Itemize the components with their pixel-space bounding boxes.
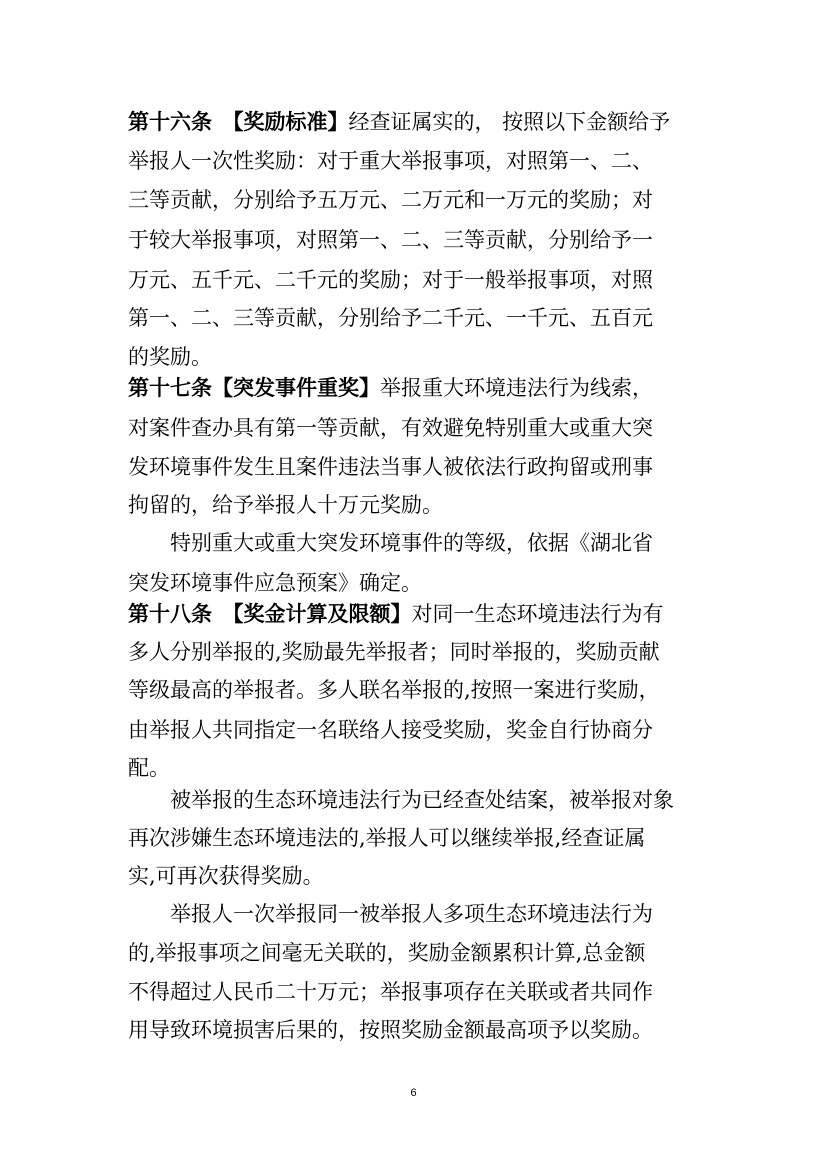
article-16-line: 于较大举报事项，对照第一、二、三等贡献，分别给予一 <box>128 228 653 252</box>
article-16-first-line <box>128 104 688 140</box>
article-18-paragraph-2-line: 被举报的生态环境违法行为已经查处结案，被举报对象 <box>170 788 674 812</box>
article-18-line: 由举报人共同指定一名联络人接受奖励，奖金自行协商分 <box>128 718 653 742</box>
article-18-paragraph-3-line: 用导致环境损害后果的，按照奖励金额最高项予以奖励。 <box>128 1018 653 1042</box>
article-18-paragraph-2-line: 实,可再次获得奖励。 <box>128 864 324 888</box>
article-17-heading: 第十七条【突发事件重奖】 <box>128 375 380 400</box>
article-17-line: 拘留的，给予举报人十万元奖励。 <box>128 493 443 517</box>
article-17-first-line <box>128 370 688 406</box>
article-18-paragraph-3-line: 举报人一次举报同一被举报人多项生态环境违法行为 <box>170 902 653 926</box>
article-16-line: 三等贡献，分别给予五万元、二万元和一万元的奖励；对 <box>128 188 653 212</box>
article-18-paragraph-3-line: 的,举报事项之间毫无关联的，奖励金额累积计算,总金额 <box>128 941 646 965</box>
article-17-line: 发环境事件发生且案件违法当事人被依法行政拘留或刑事 <box>128 455 653 479</box>
article-16-line: 举报人一次性奖励：对于重大举报事项，对照第一、二、 <box>128 149 653 173</box>
article-17-line: 对案件查办具有第一等贡献，有效避免特别重大或重大突 <box>128 416 653 440</box>
article-16-line: 第一、二、三等贡献，分别给予二千元、一千元、五百元 <box>128 306 653 330</box>
article-17-paragraph-2-line: 特别重大或重大突发环境事件的等级，依据《湖北省 <box>170 531 653 555</box>
article-18-paragraph-2-line: 再次涉嫌生态环境违法的,举报人可以继续举报,经查证属 <box>128 826 646 850</box>
article-18-line: 等级最高的举报者。多人联名举报的,按照一案进行奖励， <box>128 678 660 702</box>
article-18-paragraph-3-line: 不得超过人民币二十万元；举报事项存在关联或者共同作 <box>128 980 653 1004</box>
article-18-text: 对同一生态环境违法行为有 <box>411 602 664 626</box>
article-16-heading: 第十六条 【奖励标准】 <box>128 109 349 134</box>
page-number: 6 <box>410 1087 417 1099</box>
article-16-line: 万元、五千元、二千元的奖励；对于一般举报事项，对照 <box>128 268 653 292</box>
article-17-text: 举报重大环境违法行为线索， <box>380 376 653 400</box>
article-16-text: 经查证属实的， 按照以下金额给予 <box>348 110 671 134</box>
article-17-paragraph-2-line: 突发环境事件应急预案》确定。 <box>128 571 422 595</box>
article-18-line: 多人分别举报的,奖励最先举报者；同时举报的，奖励贡献 <box>128 640 660 664</box>
article-18-heading: 第十八条 【奖金计算及限额】 <box>128 601 412 626</box>
article-18-line: 配。 <box>128 756 170 780</box>
article-18-first-line <box>128 596 688 632</box>
article-16-line: 的奖励。 <box>128 345 212 369</box>
